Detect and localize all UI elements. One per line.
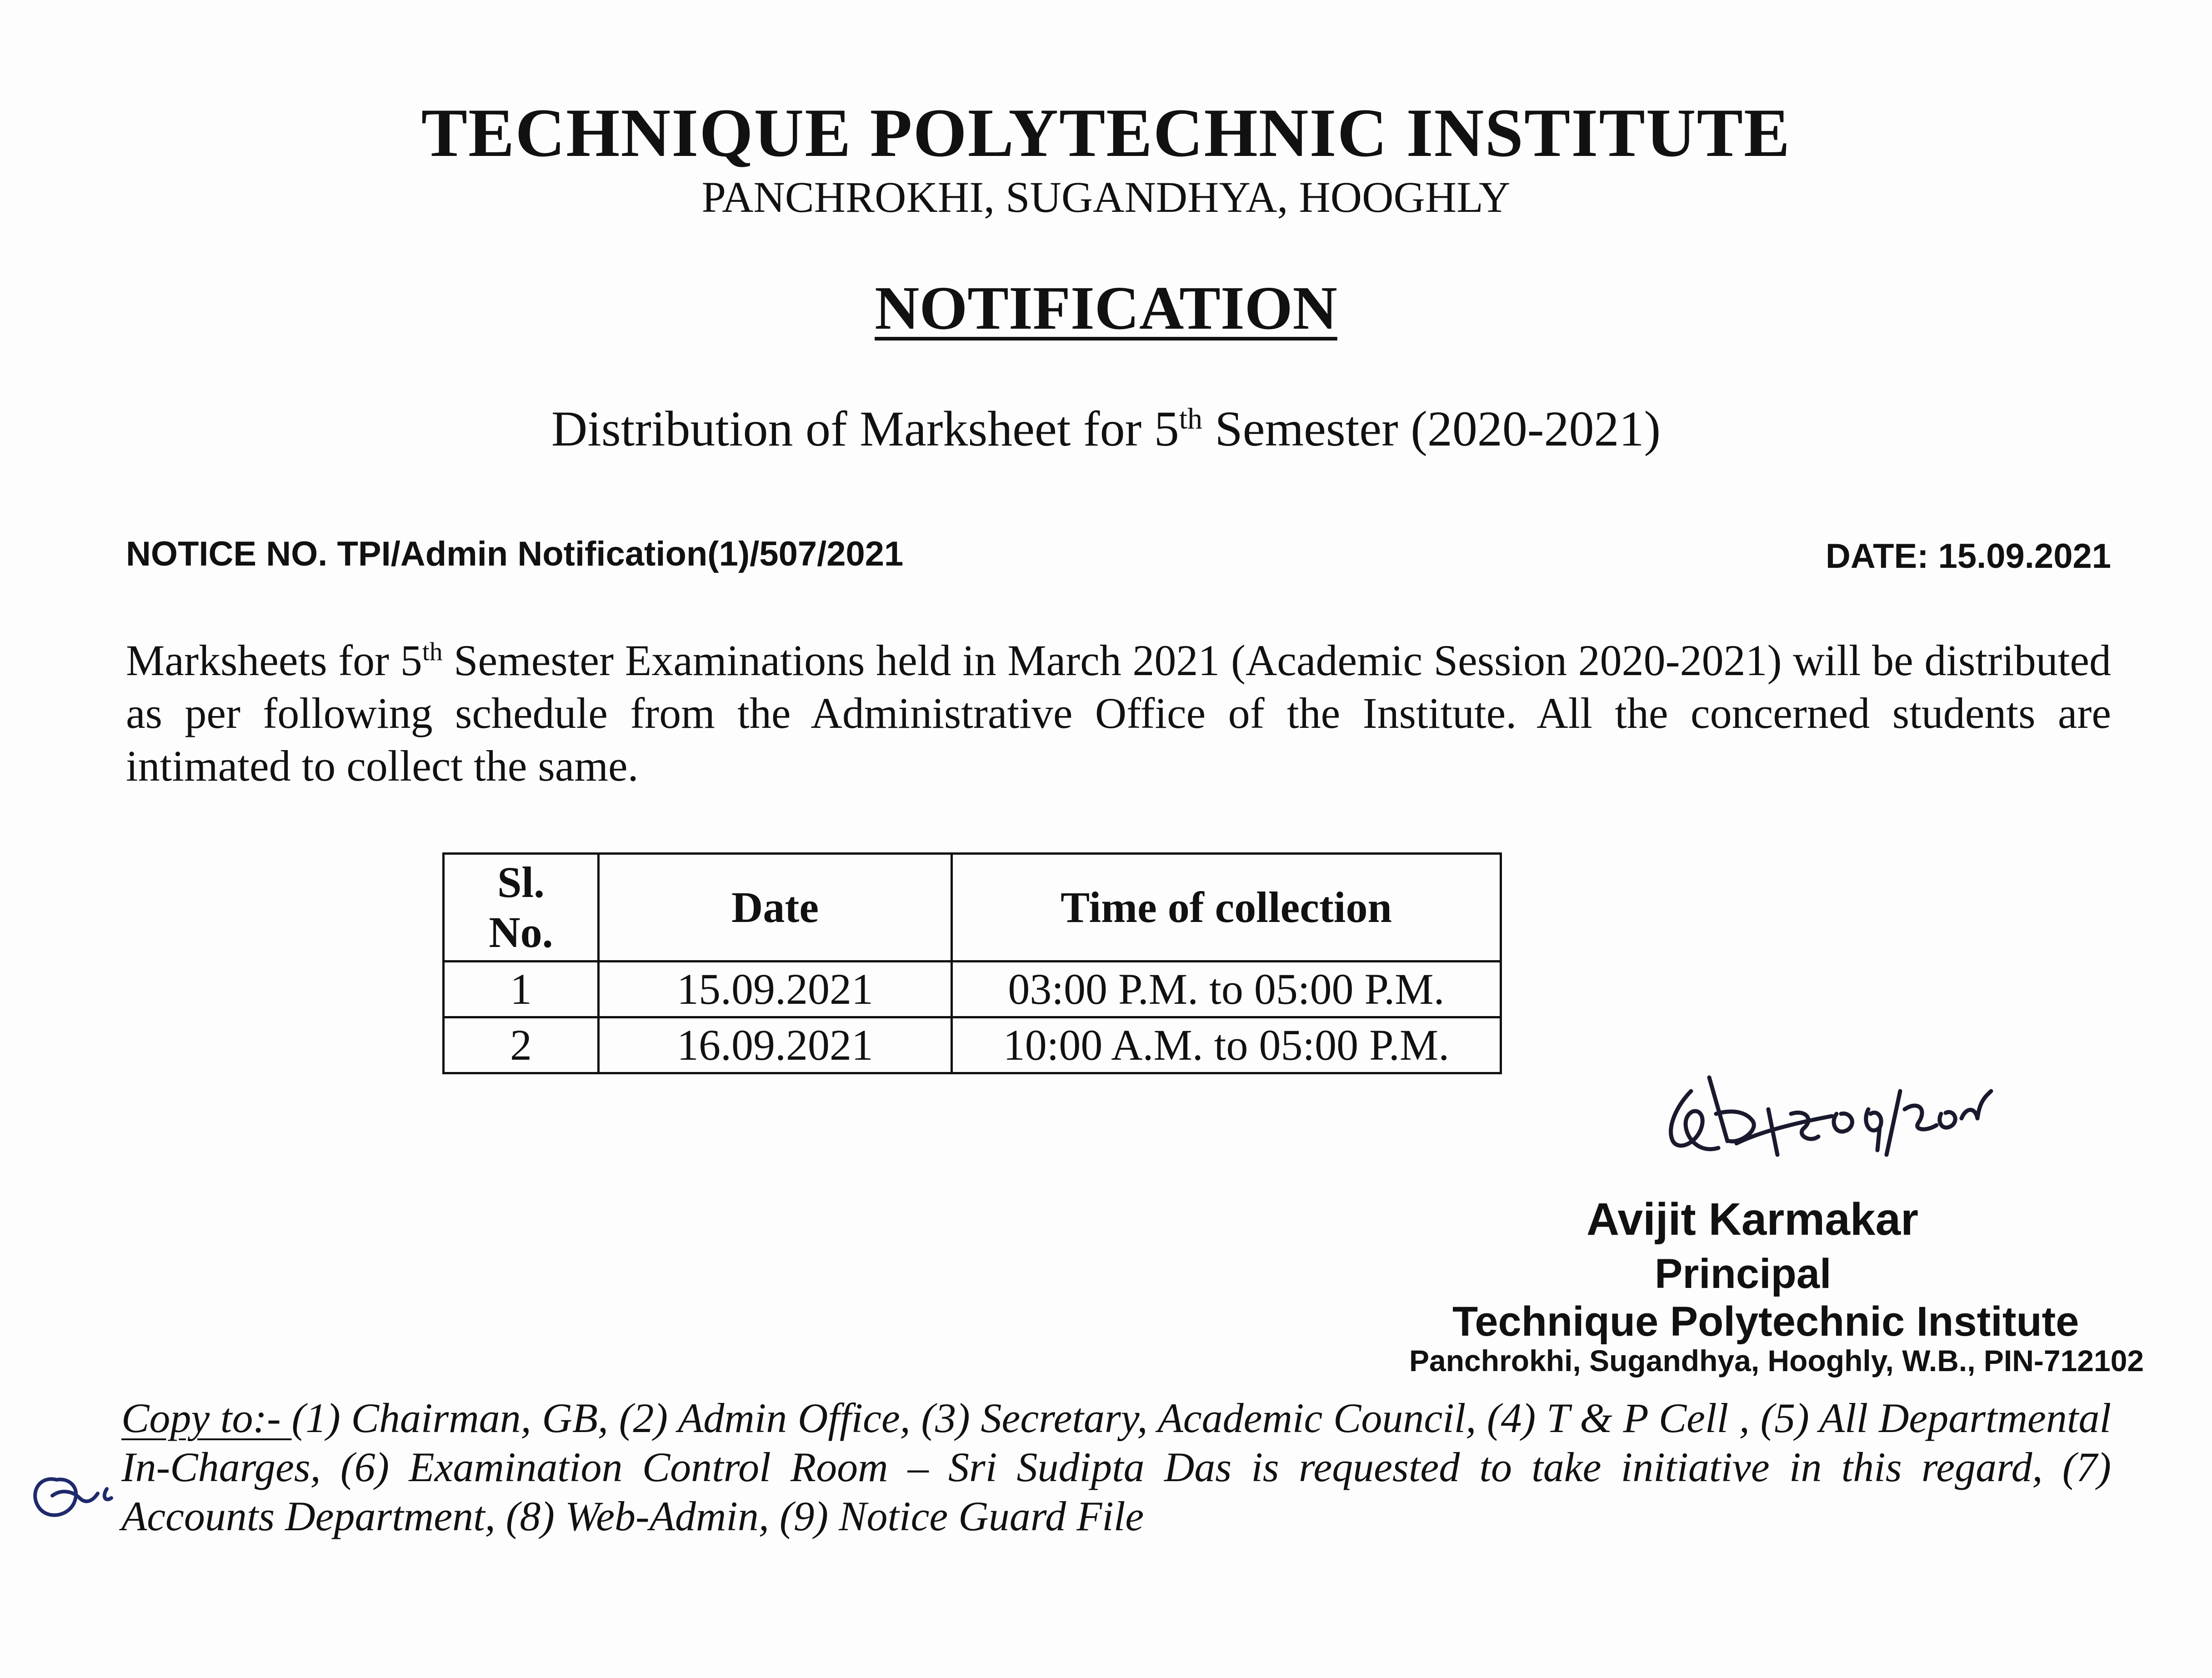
signatory-address: Panchrokhi, Sugandhya, Hooghly, W.B., PIN-712102 — [1409, 1344, 2144, 1377]
cell-sl: 1 — [444, 962, 599, 1017]
cell-sl: 2 — [444, 1017, 599, 1073]
copy-to-recipients: (1) Chairman, GB, (2) Admin Office, (3) Secretary, Academic Council, (4) T & P Cell , (5) All Departmental In-Charges, (6) Examination Control Room – Sri Sudipta Das is requested to take initiative in this regard, (7) Accounts Department, (8) Web-Admin, (9) Notice Guard File — [121, 1395, 2112, 1539]
cell-date: 16.09.2021 — [599, 1017, 952, 1073]
body-superscript: th — [422, 637, 443, 666]
signatory-institute: Technique Polytechnic Institute — [1452, 1298, 2079, 1345]
handwritten-initial-mark — [25, 1453, 116, 1534]
cell-date: 15.09.2021 — [599, 962, 952, 1017]
subject-superscript: th — [1179, 402, 1203, 436]
copy-to-label: Copy to:- — [121, 1395, 292, 1441]
notice-number: NOTICE NO. TPI/Admin Notification(1)/507/2021 — [126, 535, 904, 573]
cell-time: 10:00 A.M. to 05:00 P.M. — [952, 1017, 1501, 1073]
table-row — [444, 1017, 1501, 1073]
signatory-designation: Principal — [1655, 1251, 1832, 1297]
header-time: Time of collection — [952, 854, 1501, 962]
signatory-name: Avijit Karmakar — [1586, 1194, 1918, 1245]
schedule-header-row — [444, 854, 1501, 962]
header-sl-no — [444, 854, 599, 962]
institute-name: TECHNIQUE POLYTECHNIC INSTITUTE — [421, 95, 1791, 171]
body-text-part2: Semester Examinations held in March 2021 (Academic Session 2020-2021) will be distributed as per following schedule from the Administrative Office of the Institute. All the concerned students are intimated to collect the same. — [126, 636, 2111, 790]
header-sl-line2: No. — [489, 908, 553, 957]
subject-text-before: Distribution of Marksheet for 5 — [551, 401, 1179, 456]
schedule-table — [442, 852, 1502, 1074]
header-sl-line1: Sl. — [497, 858, 545, 907]
notification-title-text: NOTIFICATION — [875, 274, 1337, 342]
notification-title — [0, 273, 2212, 344]
subject-text-after: Semester (2020-2021) — [1202, 401, 1661, 456]
institute-address: PANCHROKHI, SUGANDHYA, HOOGHLY — [701, 173, 1511, 221]
header-date: Date — [599, 854, 952, 962]
handwritten-signature — [1623, 1064, 1996, 1200]
table-row — [444, 962, 1501, 1017]
copy-to-section — [121, 1393, 2111, 1541]
body-text-part1: Marksheets for 5 — [126, 636, 422, 685]
notice-body — [126, 634, 2111, 792]
notice-date: DATE: 15.09.2021 — [1825, 537, 2111, 576]
notice-subject — [0, 400, 2212, 458]
cell-time: 03:00 P.M. to 05:00 P.M. — [952, 962, 1501, 1017]
